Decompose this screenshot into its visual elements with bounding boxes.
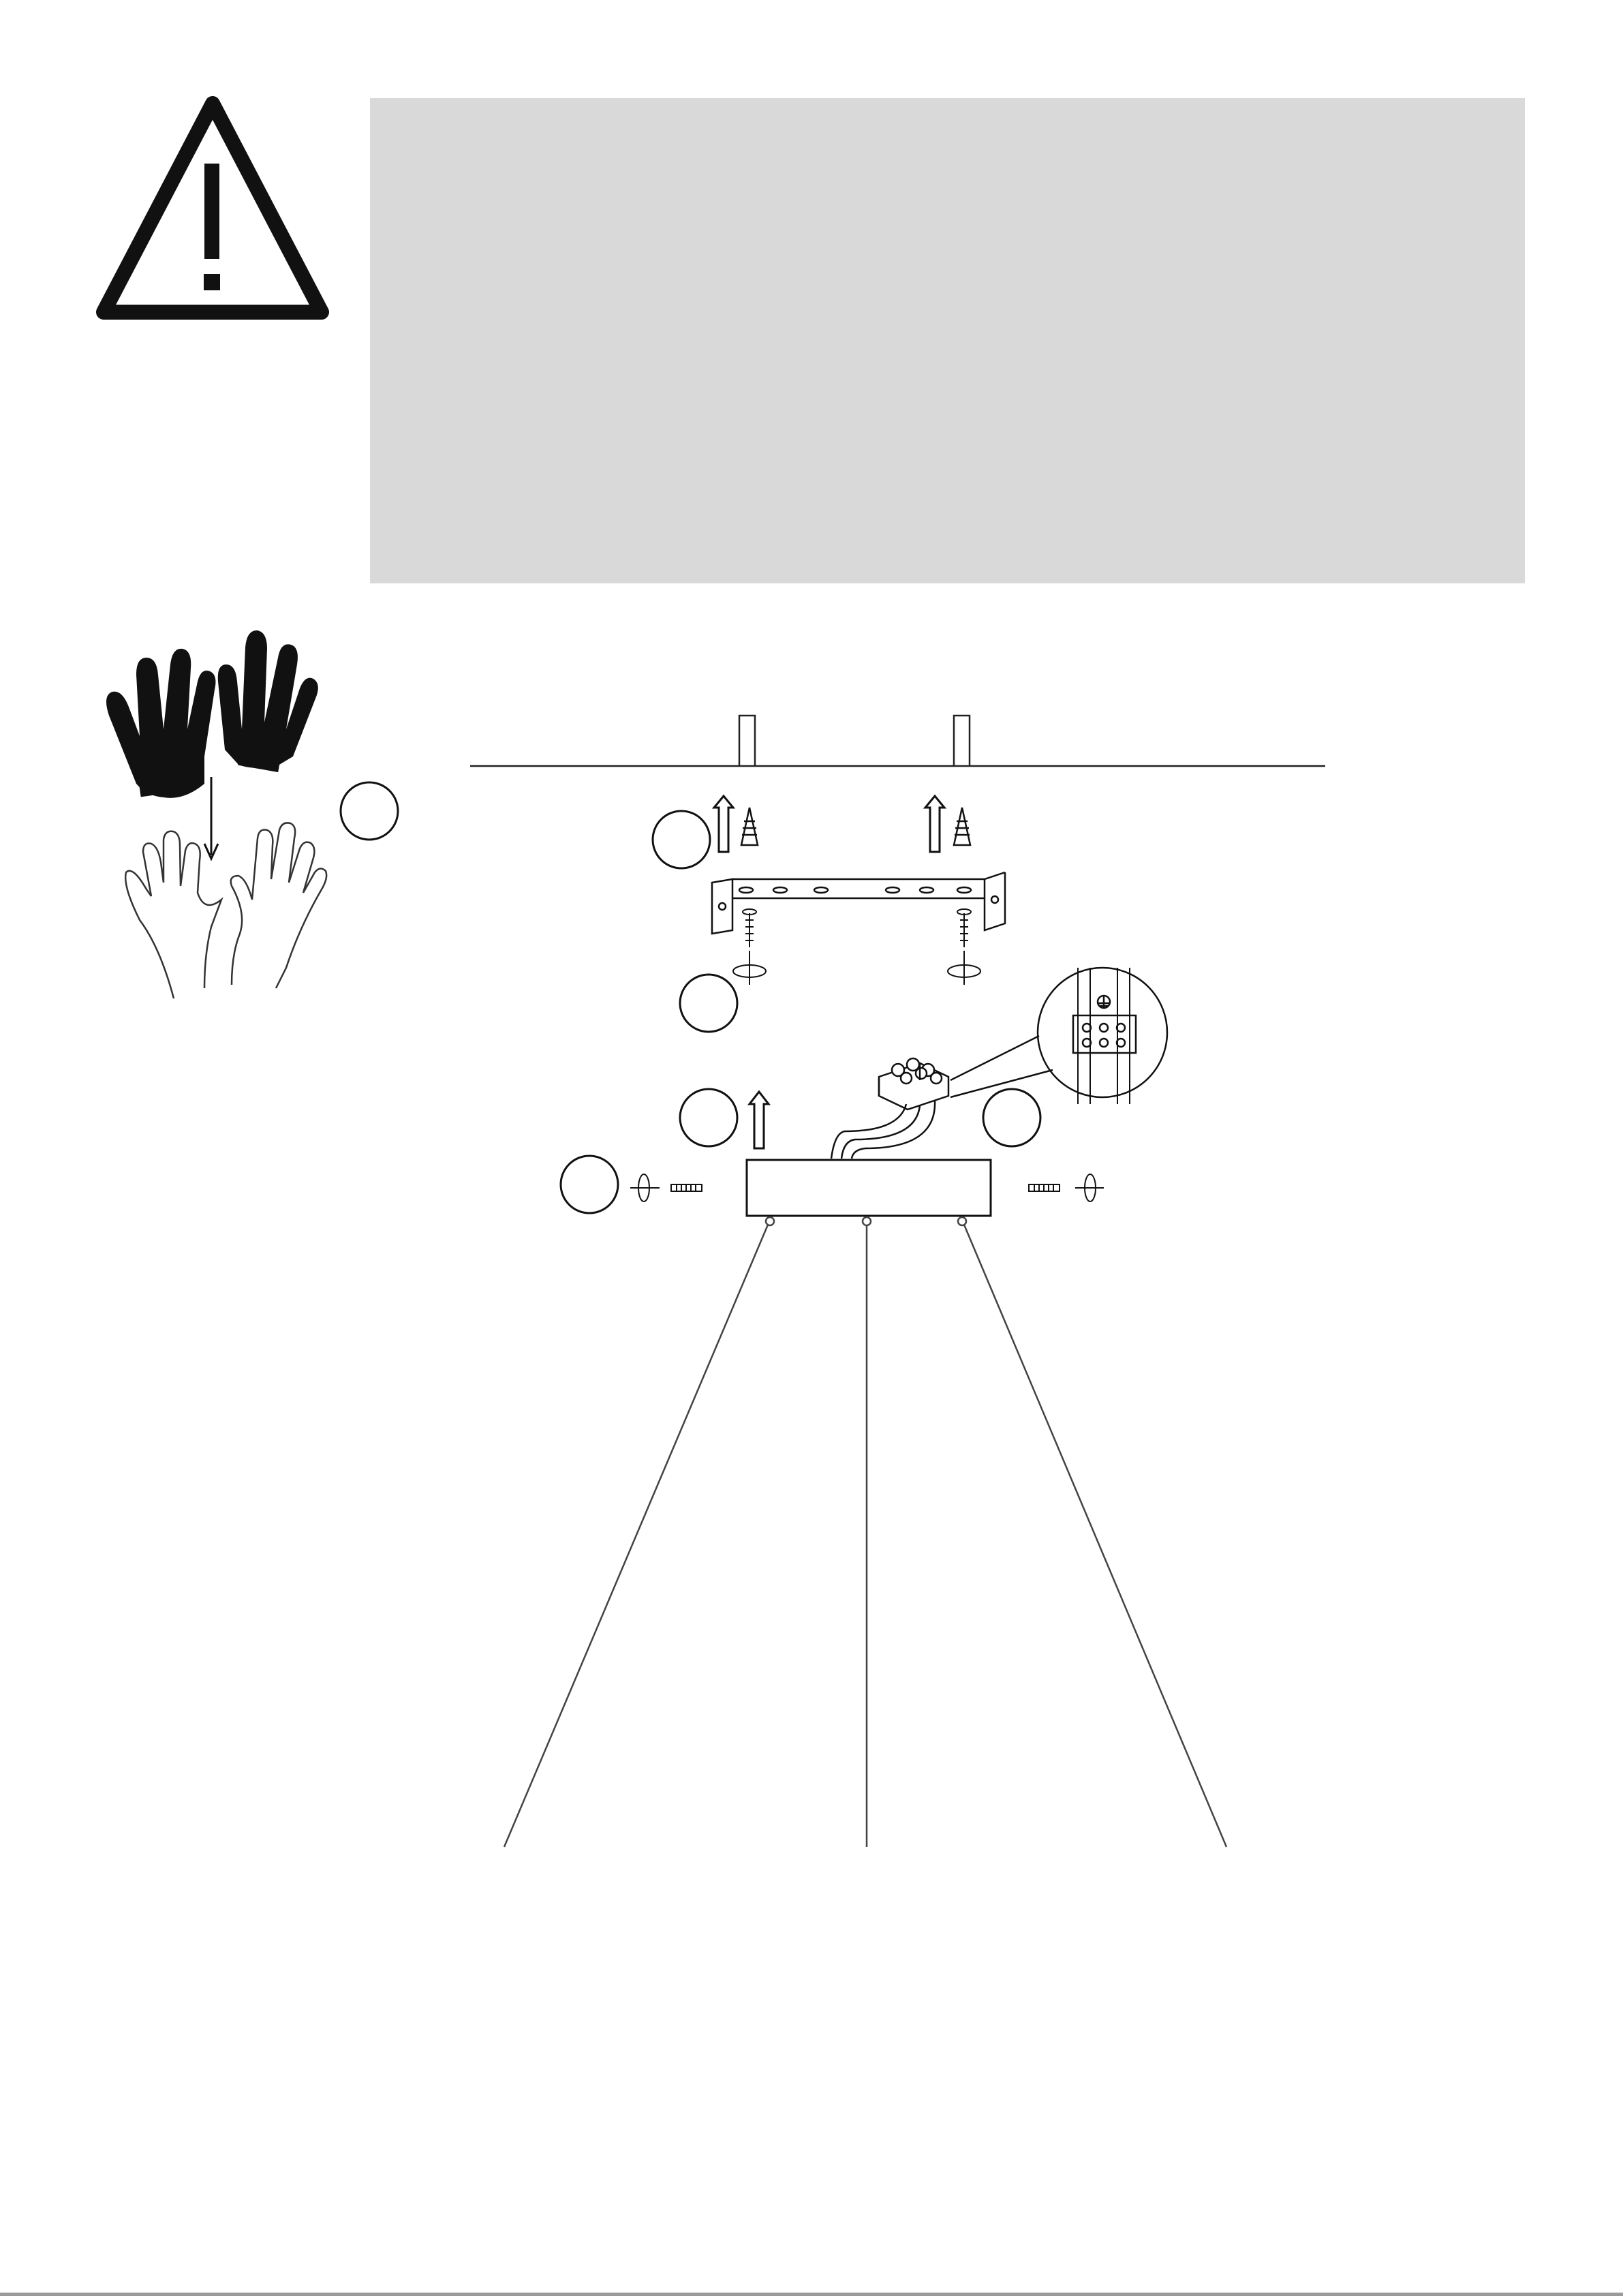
down-arrow-icon bbox=[204, 777, 218, 859]
warning-triangle-icon bbox=[95, 95, 330, 324]
up-arrow-icon bbox=[714, 796, 944, 852]
rotate-arrow-icon bbox=[733, 951, 980, 985]
bottom-rule bbox=[0, 2293, 1623, 2296]
wires bbox=[831, 1101, 935, 1159]
screw-icon bbox=[743, 909, 971, 947]
hands-icon bbox=[125, 823, 326, 998]
installation-diagram bbox=[0, 600, 1623, 2296]
connector-block-icon bbox=[879, 1058, 948, 1109]
wall-plug-icon bbox=[741, 808, 970, 845]
terminal-block-detail bbox=[950, 968, 1167, 1104]
suspension-cables bbox=[504, 1217, 1226, 1847]
up-arrow-icon bbox=[749, 1092, 769, 1148]
mounting-bracket bbox=[712, 872, 1005, 934]
ceiling-canopy bbox=[747, 1160, 991, 1216]
ceiling-graphic bbox=[470, 716, 1325, 766]
safety-warnings-box bbox=[370, 98, 1525, 583]
gloves-icon bbox=[106, 630, 318, 798]
